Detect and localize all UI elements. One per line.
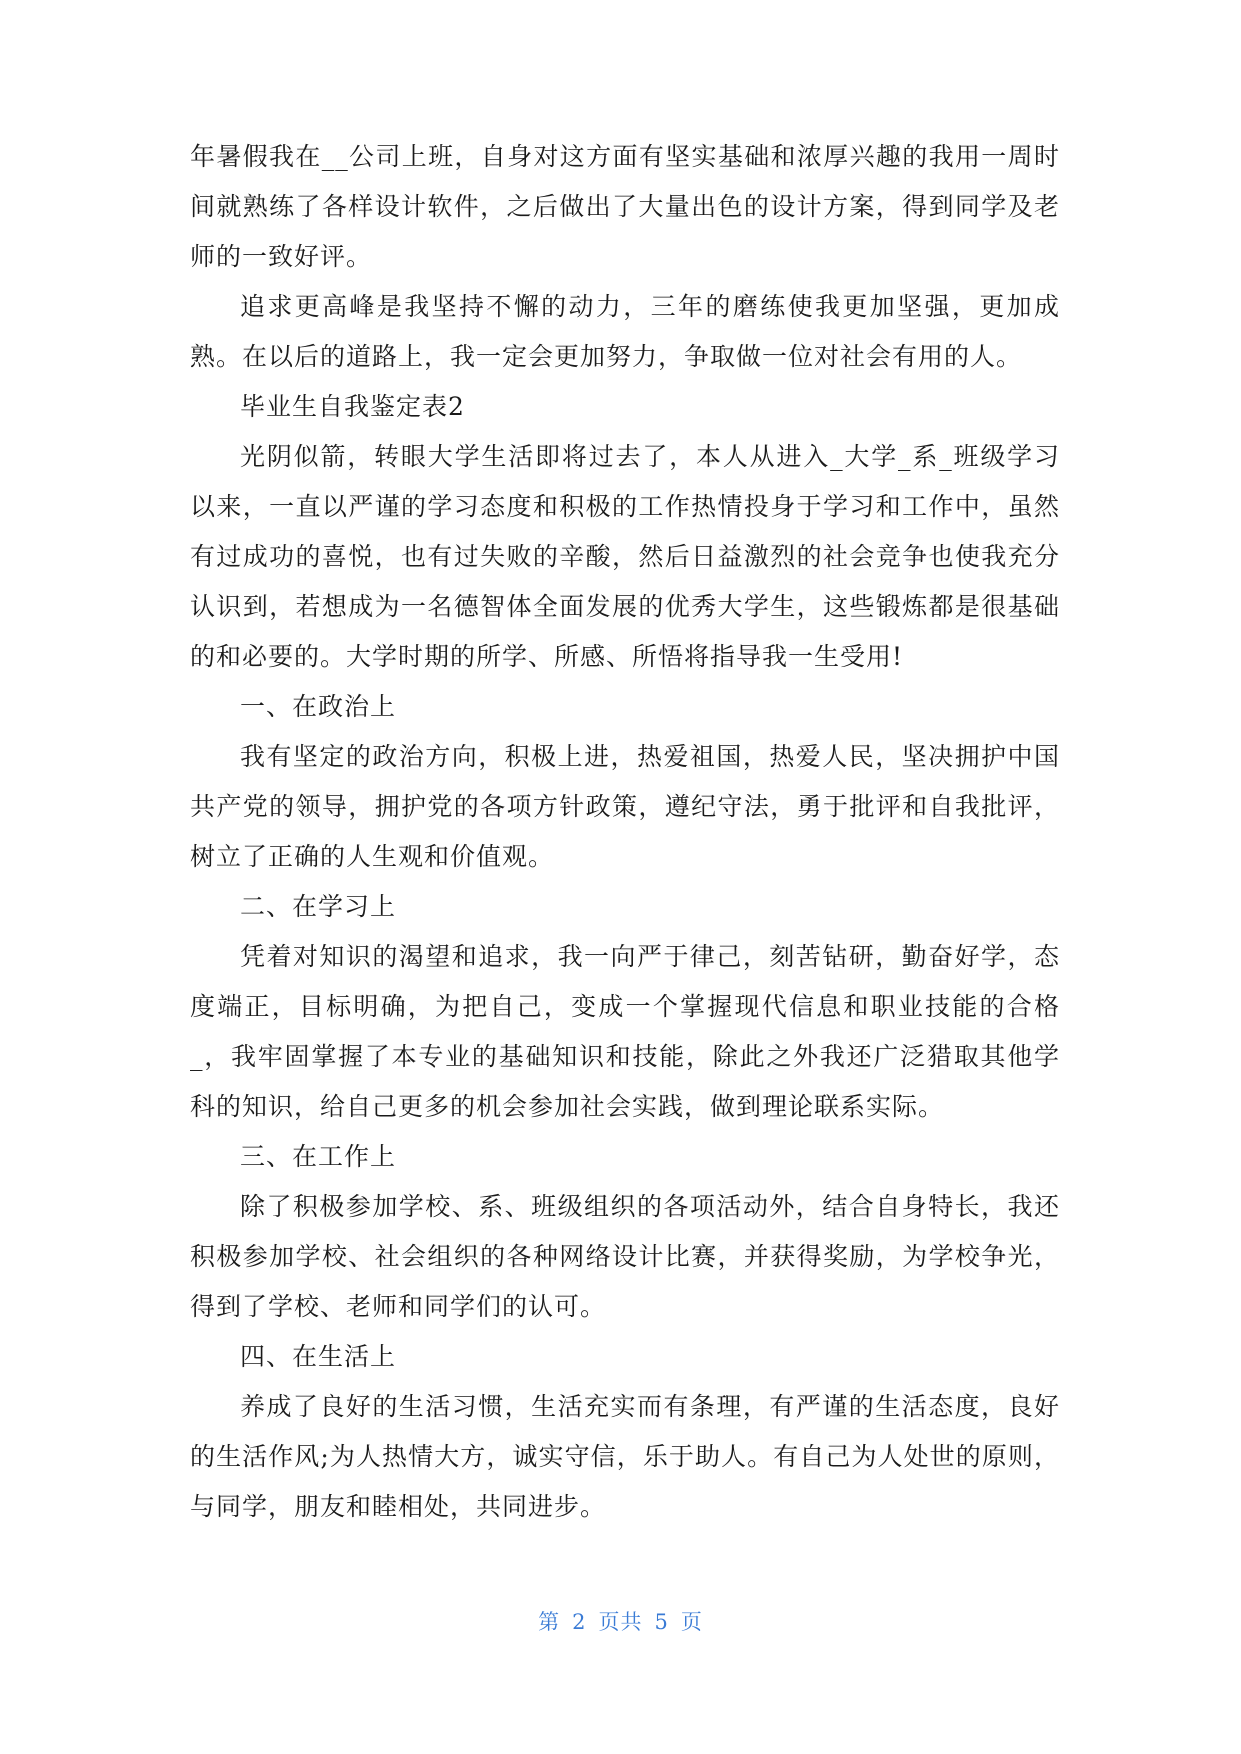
heading-politics: 一、在政治上 [240,692,397,721]
paragraph-life: 养成了良好的生活习惯，生活充实而有条理，有严谨的生活态度，良好的生活作风;为人热情大方，诚实守信，乐于助人。有自己为人处世的原则，与同学，朋友和睦相处，共同进步。 [190,1392,1060,1521]
section-heading-appraisal-2: 毕业生自我鉴定表2 [240,392,465,421]
paragraph-continuation: 年暑假我在__公司上班，自身对这方面有坚实基础和浓厚兴趣的我用一周时间就熟练了各样设计软件，之后做出了大量出色的设计方案，得到同学及老师的一致好评。 [190,142,1060,271]
paragraph-study: 凭着对知识的渴望和追求，我一向严于律己，刻苦钻研，勤奋好学，态度端正，目标明确，为把自己，变成一个掌握现代信息和职业技能的合格_，我牢固掌握了本专业的基础知识和技能，除此之外我还广泛猎取其他学科的知识，给自己更多的机会参加社会实践，做到理论联系实际。 [190,942,1060,1121]
paragraph-intro: 光阴似箭，转眼大学生活即将过去了，本人从进入_大学_系_班级学习以来，一直以严谨的学习态度和积极的工作热情投身于学习和工作中，虽然有过成功的喜悦，也有过失败的辛酸，然后日益激烈的社会竞争也使我充分认识到，若想成为一名德智体全面发展的优秀大学生，这些锻炼都是很基础的和必要的。大学时期的所学、所感、所悟将指导我一生受用! [190,442,1060,671]
paragraph-politics: 我有坚定的政治方向，积极上进，热爱祖国，热爱人民，坚决拥护中国共产党的领导，拥护党的各项方针政策，遵纪守法，勇于批评和自我批评，树立了正确的人生观和价值观。 [190,742,1060,871]
heading-work: 三、在工作上 [240,1142,397,1171]
footer-label-end: 页 [680,1610,703,1634]
footer-label-of: 页共 [598,1610,643,1634]
document-body [190,132,1060,1532]
heading-life: 四、在生活上 [240,1342,397,1371]
footer-label-page: 第 [538,1610,561,1634]
paragraph-conclusion: 追求更高峰是我坚持不懈的动力，三年的磨练使我更加坚强，更加成熟。在以后的道路上，我一定会更加努力，争取做一位对社会有用的人。 [190,292,1060,371]
footer-current-page: 2 [572,1610,587,1634]
heading-study: 二、在学习上 [240,892,397,921]
paragraph-work: 除了积极参加学校、系、班级组织的各项活动外，结合自身特长，我还积极参加学校、社会组织的各种网络设计比赛，并获得奖励，为学校争光，得到了学校、老师和同学们的认可。 [190,1192,1060,1321]
page-footer [0,1606,1241,1636]
footer-total-pages: 5 [654,1610,669,1634]
